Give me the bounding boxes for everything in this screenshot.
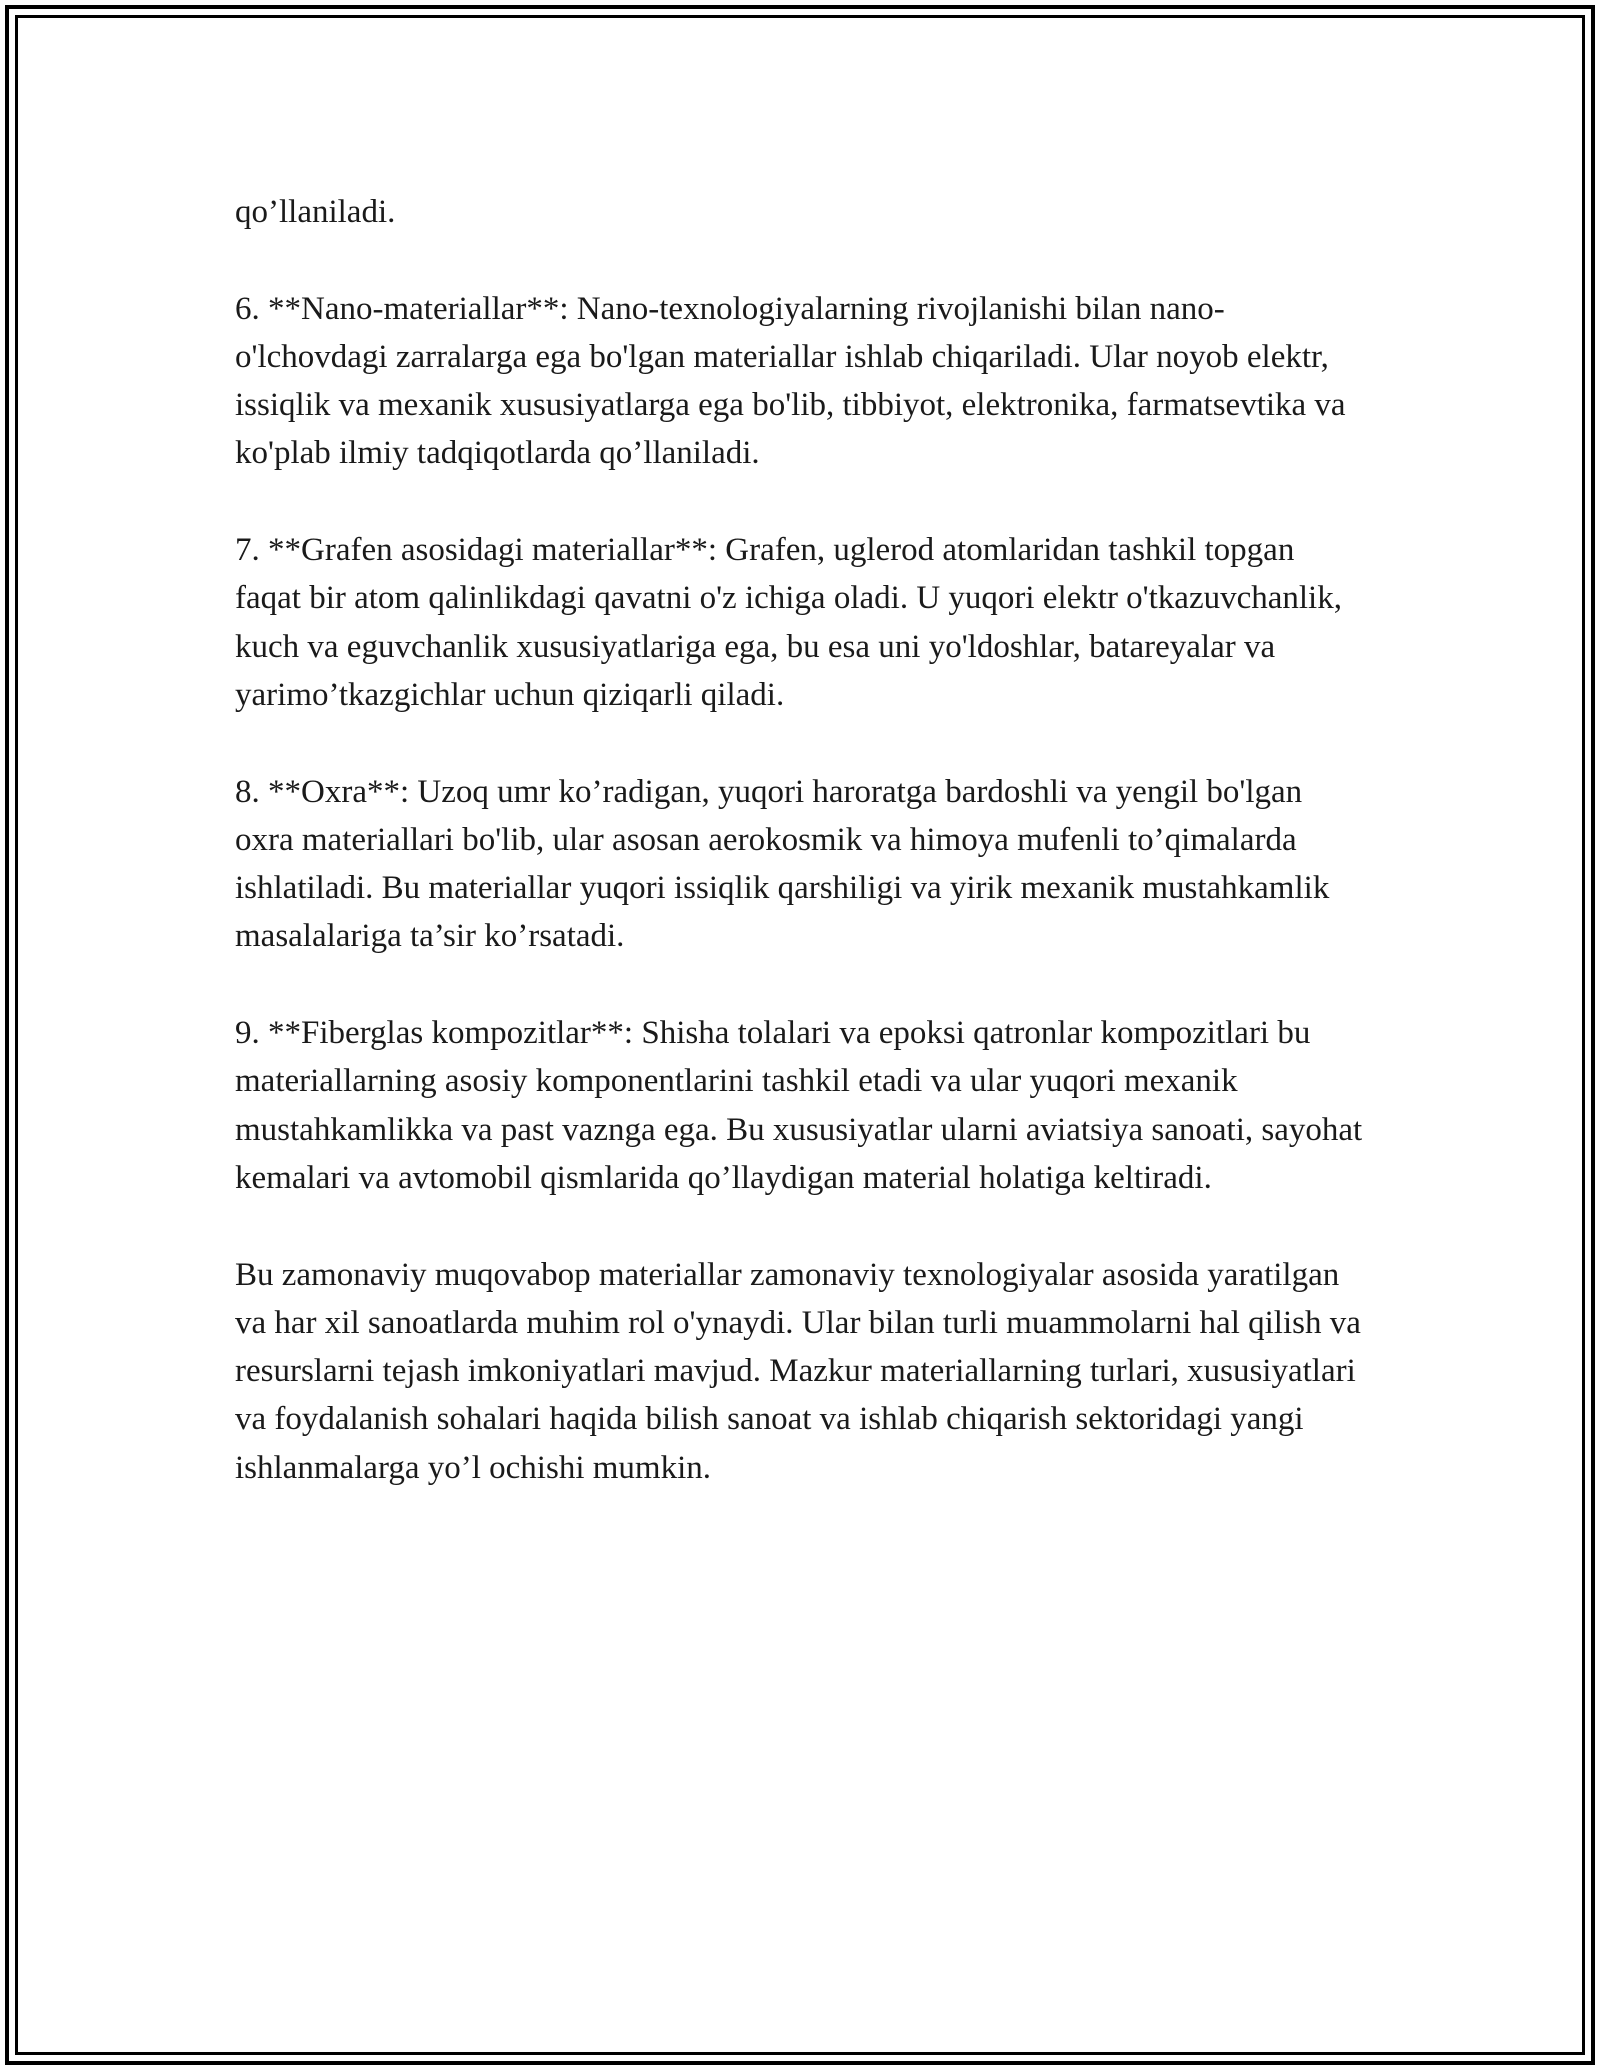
paragraph-nano-materials: 6. **Nano-materiallar**: Nano-texnologiyalarning rivojlanishi bilan nano-o'lchovdagi zarralarga ega bo'lgan materiallar ishlab chiqariladi. Ular noyob elektr, issiqlik va mexanik xususiyatlarga ega bo'lib, tibbiyot, elektronika, farmatsevtika va ko'plab ilmiy tadqiqotlarda qo’llaniladi. (235, 290, 1346, 472)
paragraph-oxra: 8. **Oxra**: Uzoq umr ko’radigan, yuqori haroratga bardoshli va yengil bo'lgan oxra materiallari bo'lib, ular asosan aerokosmik va himoya mufenli to’qimalarda ishlatiladi. Bu materiallar yuqori issiqlik qarshiligi va yirik mexanik mustahkamlik masalalariga ta’sir ko’rsatadi. (235, 773, 1330, 955)
paragraph-fiberglass-composites: 9. **Fiberglas kompozitlar**: Shisha tolalari va epoksi qatronlar kompozitlari bu materiallarning asosiy komponentlarini tashkil etadi va ular yuqori mexanik mustahkamlikka va past vaznga ega. Bu xususiyatlar ularni aviatsiya sanoati, sayohat kemalari va avtomobil qismlarida qo’llaydigan material holatiga keltiradi. (235, 1015, 1363, 1196)
document-body (235, 188, 1365, 1540)
paragraph-continuation: qo’llaniladi. (235, 194, 396, 230)
paragraph-graphene-materials: 7. **Grafen asosidagi materiallar**: Grafen, uglerod atomlaridan tashkil topgan faqat bir atom qalinlikdagi qavatni o'z ichiga oladi. U yuqori elektr o'tkazuvchanlik, kuch va eguvchanlik xususiyatlariga ega, bu esa uni yo'ldoshlar, batareyalar va yarimo’tkazgichlar uchun qiziqarli qiladi. (235, 532, 1342, 713)
paragraph-conclusion: Bu zamonaviy muqovabop materiallar zamonaviy texnologiyalar asosida yaratilgan va har xil sanoatlarda muhim rol o'ynaydi. Ular bilan turli muammolarni hal qilish va resurslarni tejash imkoniyatlari mavjud. Mazkur materiallarning turlari, xususiyatlari va foydalanish sohalari haqida bilish sanoat va ishlab chiqarish sektoridagi yangi ishlanmalarga yo’l ochishi mumkin. (235, 1256, 1361, 1486)
